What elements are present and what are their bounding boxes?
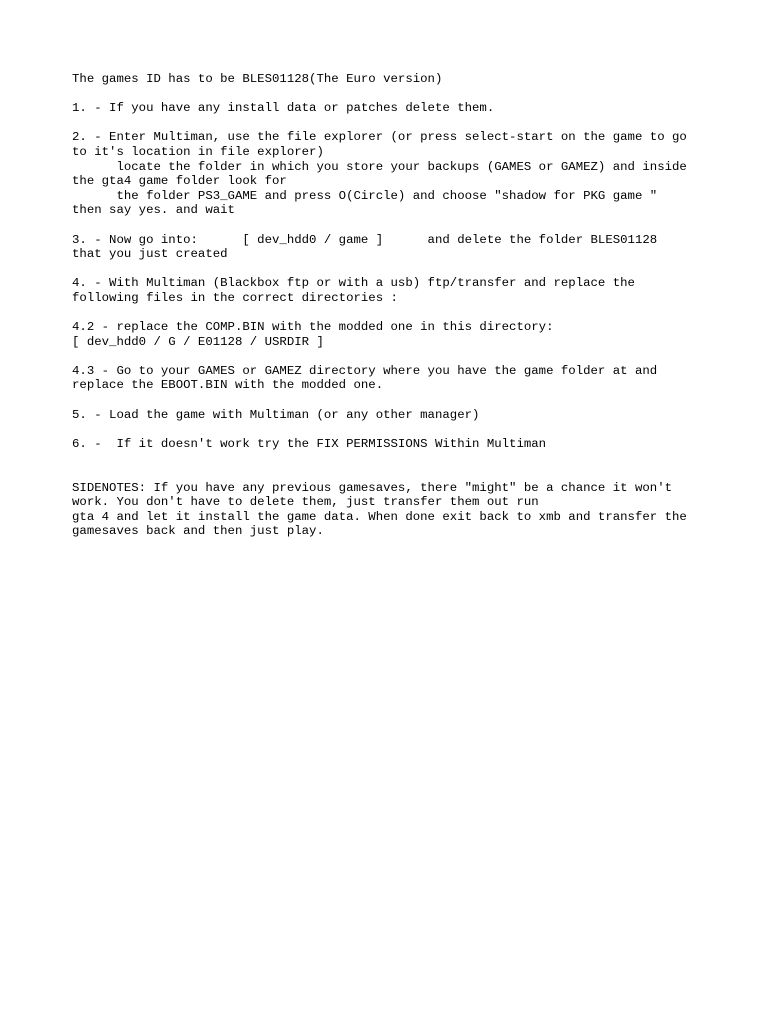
step-5: 5. - Load the game with Multiman (or any other manager) [72,407,480,422]
step-4-2: 4.2 - replace the COMP.BIN with the modded one in this directory: [ dev_hdd0 / G / E01128 / USRDIR ] [72,320,554,349]
document-page [72,72,712,554]
step-4: 4. - With Multiman (Blackbox ftp or with a usb) ftp/transfer and replace the following files in the correct directories : [72,276,635,305]
step-4-3: 4.3 - Go to your GAMES or GAMEZ directory where you have the game folder at and replace the EBOOT.BIN with the modded one. [72,363,658,393]
sidenotes: SIDENOTES: If you have any previous gamesaves, there "might" be a chance it won't work. You don't have to delete them, just transfer them out run gta 4 and let it install the game data. When done exit back to xmb and transfer the gamesaves back and then just play. [72,480,687,539]
step-3: 3. - Now go into: [ dev_hdd0 / game ] and delete the folder BLES01128 that you just created [72,232,658,262]
step-1: 1. - If you have any install data or patches delete them. [72,101,495,116]
step-6: 6. - If it doesn't work try the FIX PERMISSIONS Within Multiman [72,436,547,451]
step-2: 2. - Enter Multiman, use the file explorer (or press select-start on the game to go to it's location in file explorer) locate the folder in which you store your backups (GAMES or GAMEZ) and inside the gta4 game folder look for the folder PS3_GAME and press O(Circle) and choose "shadow for PKG game " then say yes. and wait [72,130,687,218]
game-id-line: The games ID has to be BLES01128(The Euro version) [72,72,443,86]
